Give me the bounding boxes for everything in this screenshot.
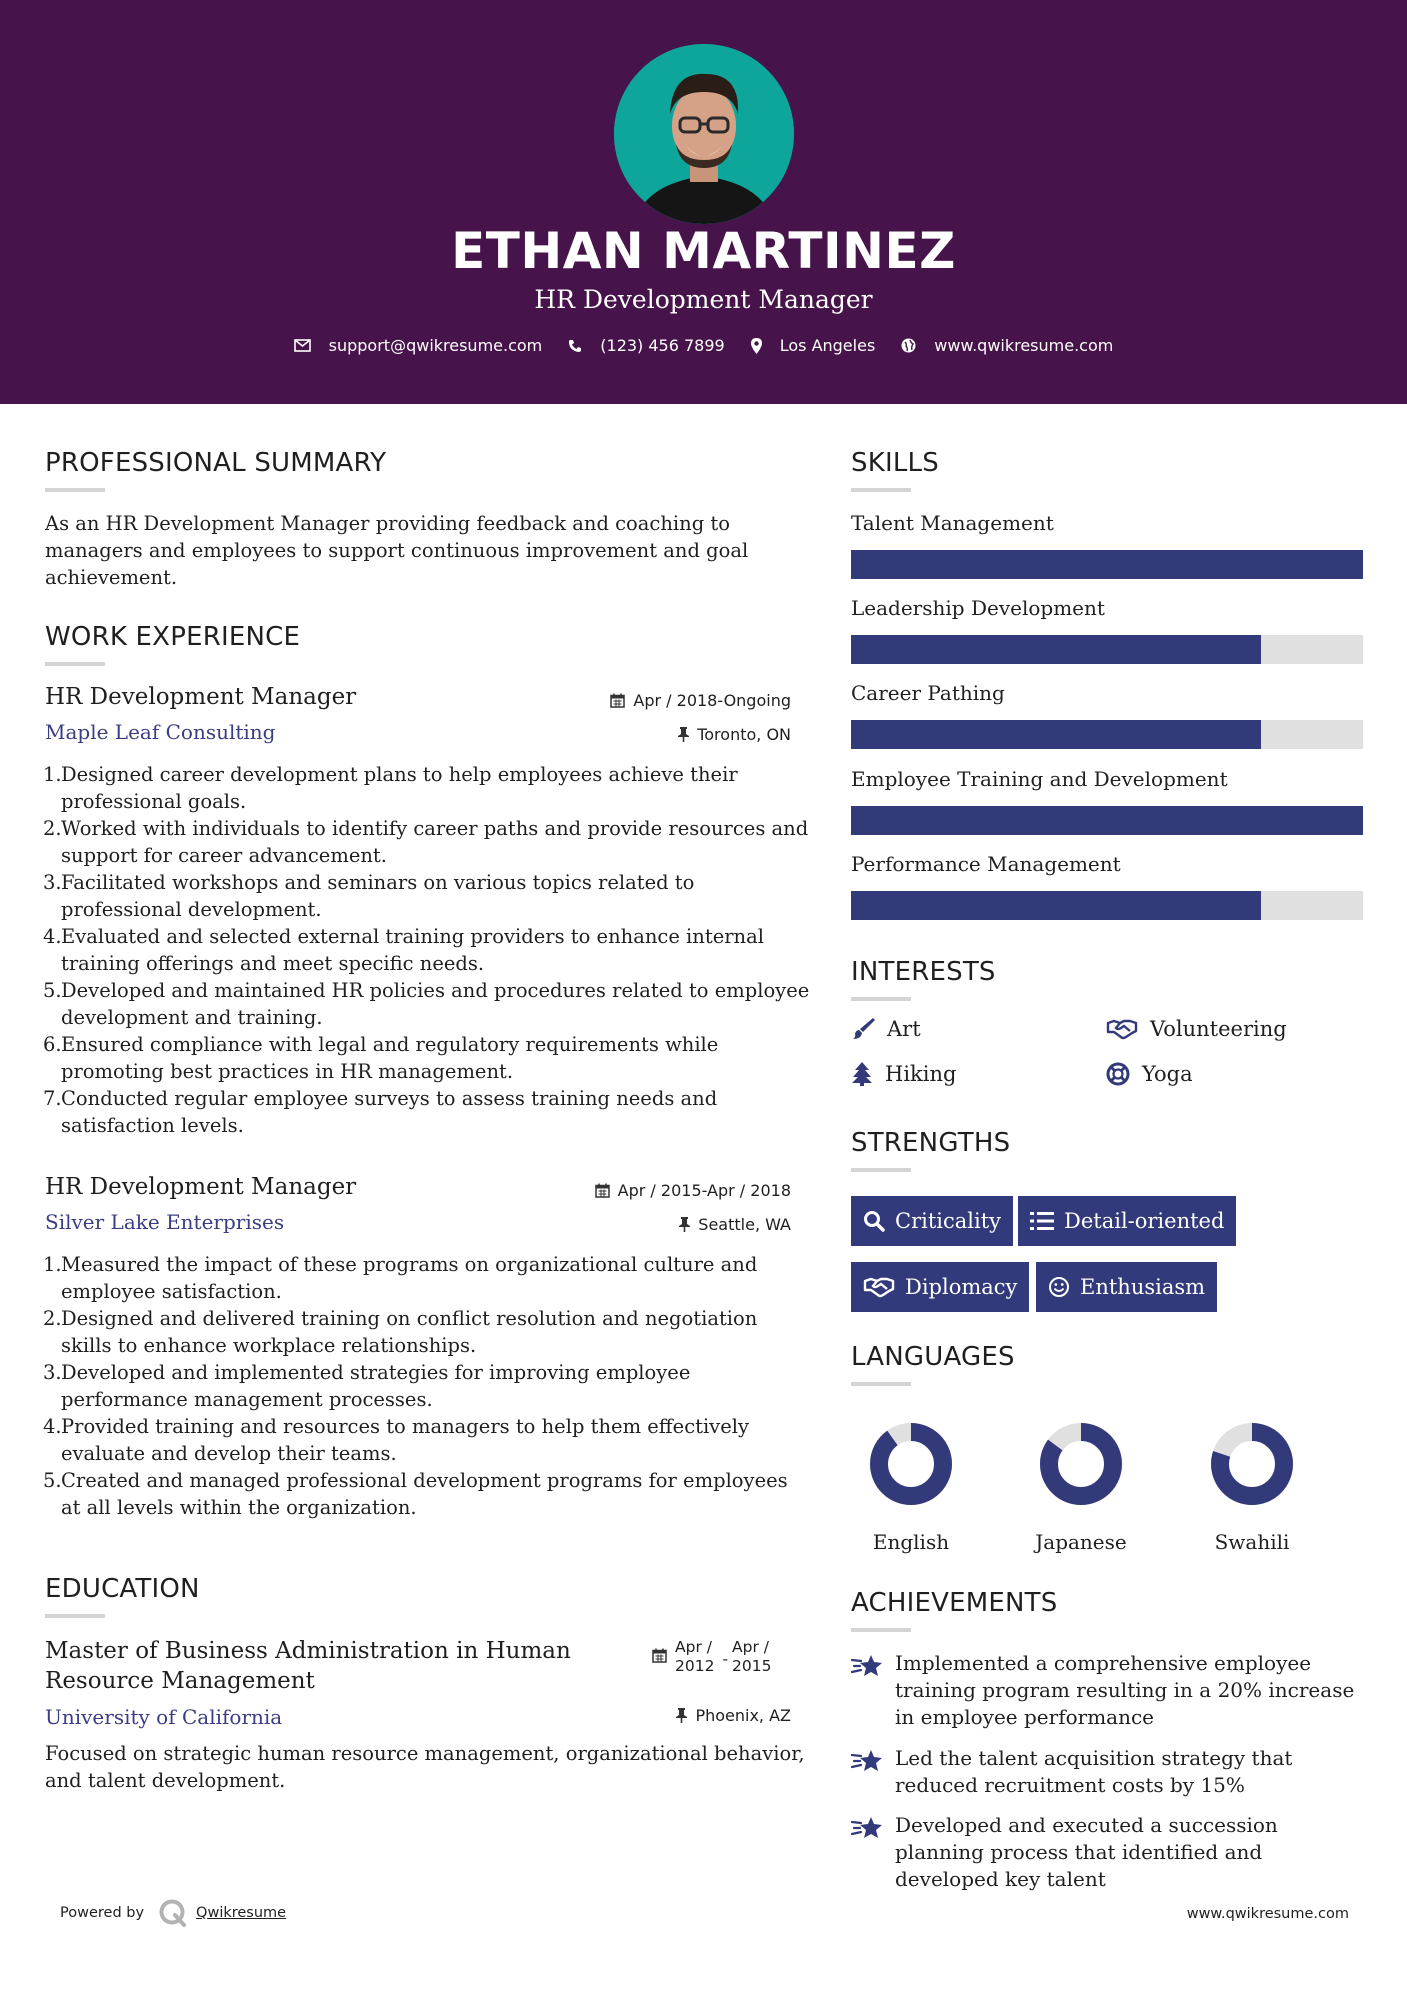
paintbrush-icon <box>851 1017 875 1041</box>
education-dates: Apr / 2012 - Apr / 2015 <box>652 1638 772 1676</box>
contact-bar <box>0 336 1407 355</box>
pushpin-icon <box>679 1217 690 1232</box>
list-item: 7. Conducted regular employee surveys to assess training needs and satisfaction levels. <box>43 1087 718 1137</box>
shooting-star-icon <box>851 1814 885 1840</box>
experience-heading: WORK EXPERIENCE <box>45 622 301 652</box>
education-start: Apr / 2012 <box>675 1638 715 1675</box>
section-divider <box>45 662 105 666</box>
interest-item: Hiking <box>851 1062 956 1086</box>
education-description: Focused on strategic human resource management, organizational behavior, and talent development. <box>45 1742 805 1792</box>
language-name: Swahili <box>1214 1530 1290 1554</box>
list-item: 6. Ensured compliance with legal and regulatory requirements while promoting best practices in HR management. <box>43 1033 719 1083</box>
job-dates-text: Apr / 2015-Apr / 2018 <box>617 1181 791 1200</box>
summary-heading: PROFESSIONAL SUMMARY <box>45 448 387 478</box>
contact-location <box>751 336 876 355</box>
phone-icon <box>568 339 582 353</box>
lifebuoy-icon <box>1106 1062 1130 1086</box>
calendar-icon <box>595 1183 610 1198</box>
calendar-icon <box>652 1648 667 1663</box>
qwikresume-link[interactable]: Qwikresume <box>196 1905 287 1921</box>
achievement-item: Implemented a comprehensive employee training program resulting in a 20% increase in employee performance <box>851 1650 1371 1731</box>
job-title: HR Development Manager <box>45 684 357 710</box>
handshake-icon <box>1106 1018 1138 1040</box>
list-item: 5. Created and managed professional development programs for employees at all levels within the organization. <box>43 1469 788 1519</box>
skill-label: Career Pathing <box>851 681 1005 705</box>
list-item: 4. Provided training and resources to managers to help them effectively evaluate and develop their teams. <box>43 1415 749 1465</box>
achievement-item: Led the talent acquisition strategy that reduced recruitment costs by 15% <box>851 1745 1371 1799</box>
degree-title: Master of Business Administration in Human Resource Management <box>45 1638 571 1694</box>
strength-badge: Diplomacy <box>851 1262 1029 1312</box>
skill-bar <box>851 806 1363 835</box>
job-duties-list <box>43 1251 813 1521</box>
map-pin-icon <box>751 338 762 354</box>
smile-icon <box>1048 1276 1070 1298</box>
section-divider <box>851 1382 911 1386</box>
job-location-text: Toronto, ON <box>697 725 791 744</box>
list-item: 1. Measured the impact of these programs on organizational culture and employee satisfaction. <box>43 1253 758 1303</box>
skills-heading: SKILLS <box>851 448 939 478</box>
strength-badge: Criticality <box>851 1196 1013 1246</box>
list-item: 1. Designed career development plans to help employees achieve their professional goals. <box>43 763 738 813</box>
education-heading: EDUCATION <box>45 1574 200 1604</box>
calendar-icon <box>610 693 625 708</box>
summary-text: As an HR Development Manager providing feedback and coaching to managers and employees to support continuous improvement and goal achievement. <box>45 512 749 589</box>
language-name: English <box>872 1530 950 1554</box>
list-item: 2. Worked with individuals to identify career paths and provide resources and support for career advancement. <box>43 817 809 867</box>
education-location <box>560 1706 791 1725</box>
strength-badge: Detail-oriented <box>1018 1196 1236 1246</box>
languages-heading: LANGUAGES <box>851 1342 1015 1372</box>
section-divider <box>851 1628 911 1632</box>
skill-label: Performance Management <box>851 852 1121 876</box>
job-location <box>560 1215 791 1234</box>
skill-bar-fill <box>851 550 1363 579</box>
skill-bar <box>851 720 1363 749</box>
list-item: 3. Facilitated workshops and seminars on various topics related to professional development. <box>43 871 695 921</box>
contact-location-text: Los Angeles <box>779 336 876 355</box>
school-name[interactable]: University of California <box>45 1705 283 1729</box>
skill-bar-fill <box>851 635 1261 664</box>
section-divider <box>45 1614 105 1618</box>
profile-photo <box>614 44 794 224</box>
interest-item: Art <box>851 1017 921 1041</box>
company-name[interactable]: Silver Lake Enterprises <box>45 1210 285 1234</box>
language-donut <box>1037 1420 1125 1508</box>
section-divider <box>45 488 105 492</box>
job-dates-text: Apr / 2018-Ongoing <box>633 691 791 710</box>
language-donut <box>867 1420 955 1508</box>
list-item: 5. Developed and maintained HR policies and procedures related to employee development and training. <box>43 979 810 1029</box>
job-title: HR Development Manager <box>45 1174 357 1200</box>
skill-bar <box>851 635 1363 664</box>
skill-bar-fill <box>851 891 1261 920</box>
candidate-title: HR Development Manager <box>534 285 873 314</box>
contact-email-text: support@qwikresume.com <box>328 336 543 355</box>
list-item: 3. Developed and implemented strategies for improving employee performance management processes. <box>43 1361 691 1411</box>
achievement-item: Developed and executed a succession planning process that identified and developed key talent <box>851 1812 1371 1893</box>
pushpin-icon <box>676 1708 687 1723</box>
pushpin-icon <box>678 727 689 742</box>
skill-bar-fill <box>851 806 1363 835</box>
resume-header <box>0 0 1407 404</box>
section-divider <box>851 488 911 492</box>
skill-bar <box>851 891 1363 920</box>
strengths-heading: STRENGTHS <box>851 1128 1011 1158</box>
list-item: 2. Designed and delivered training on conflict resolution and negotiation skills to enhance workplace relationships. <box>43 1307 758 1357</box>
footer-website[interactable]: www.qwikresume.com <box>1186 1906 1349 1922</box>
list-icon <box>1030 1211 1054 1231</box>
education-location-text: Phoenix, AZ <box>695 1706 791 1725</box>
contact-phone-text: (123) 456 7899 <box>600 336 725 355</box>
contact-phone[interactable] <box>568 336 724 355</box>
footer-powered-by <box>60 1898 286 1928</box>
language-name: Japanese <box>1035 1530 1127 1554</box>
job-dates <box>560 1181 791 1200</box>
achievements-heading: ACHIEVEMENTS <box>851 1588 1058 1618</box>
section-divider <box>851 1168 911 1172</box>
skill-bar <box>851 550 1363 579</box>
skill-label: Talent Management <box>851 511 1054 535</box>
qwikresume-logo-icon <box>158 1898 188 1928</box>
education-end: Apr / 2015 <box>732 1638 772 1675</box>
language-donut <box>1208 1420 1296 1508</box>
candidate-name: ETHAN MARTINEZ <box>451 222 956 280</box>
interests-heading: INTERESTS <box>851 957 996 987</box>
job-duties-list <box>43 761 813 1139</box>
shooting-star-icon <box>851 1747 885 1773</box>
interest-item: Yoga <box>1106 1062 1193 1086</box>
skill-label: Leadership Development <box>851 596 1105 620</box>
contact-website-text: www.qwikresume.com <box>934 336 1114 355</box>
company-name[interactable]: Maple Leaf Consulting <box>45 720 276 744</box>
envelope-icon <box>294 339 311 352</box>
powered-by-label: Powered by <box>60 1905 145 1921</box>
job-dates <box>560 691 791 710</box>
section-divider <box>851 997 911 1001</box>
list-item: 4. Evaluated and selected external training providers to enhance internal training offerings and meet specific needs. <box>43 925 764 975</box>
interest-item: Volunteering <box>1106 1017 1287 1041</box>
job-location <box>560 725 791 744</box>
search-icon <box>863 1210 885 1232</box>
language-item <box>1182 1420 1322 1554</box>
shooting-star-icon <box>851 1652 885 1678</box>
contact-website[interactable] <box>901 336 1113 355</box>
language-item <box>1011 1420 1151 1554</box>
handshake-icon <box>863 1276 895 1298</box>
language-item <box>841 1420 981 1554</box>
strength-badge: Enthusiasm <box>1036 1262 1217 1312</box>
globe-icon <box>901 338 916 353</box>
skill-label: Employee Training and Development <box>851 767 1228 791</box>
tree-icon <box>851 1062 873 1086</box>
skill-bar-fill <box>851 720 1261 749</box>
job-location-text: Seattle, WA <box>698 1215 791 1234</box>
contact-email[interactable] <box>294 336 543 355</box>
